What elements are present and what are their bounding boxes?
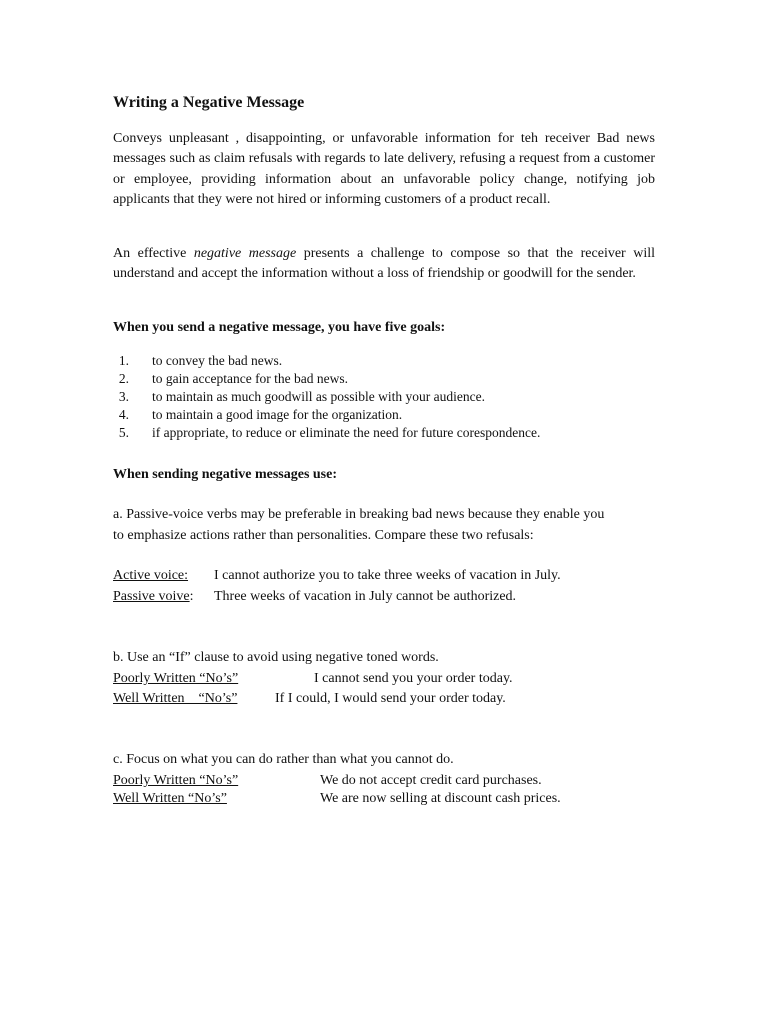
goal-text: to maintain a good image for the organization. — [152, 407, 403, 422]
uses-heading: When sending negative messages use: — [113, 467, 338, 482]
section-a-line-2: to emphasize actions rather than personalities. Compare these two refusals: — [113, 528, 534, 543]
well-written-label: Well Written “No’s” — [113, 691, 238, 706]
goal-item — [113, 388, 540, 406]
poorly-written-example: We do not accept credit card purchases. — [320, 773, 542, 788]
goal-number: 2. — [118, 371, 129, 386]
page-title: Writing a Negative Message — [113, 94, 305, 111]
section-b-poor-row — [113, 671, 513, 687]
well-written-example: We are now selling at discount cash prices. — [320, 791, 561, 806]
section-b-intro: b. Use an “If” clause to avoid using negative toned words. — [113, 650, 439, 665]
poorly-written-label: Poorly Written “No’s” — [113, 671, 239, 686]
goal-text: to convey the bad news. — [152, 353, 283, 368]
passive-voice-label: Passive voive — [113, 589, 190, 604]
goal-text: to gain acceptance for the bad news. — [152, 371, 349, 386]
section-c-intro: c. Focus on what you can do rather than what you cannot do. — [113, 752, 454, 767]
well-written-example: If I could, I would send your order today. — [275, 691, 506, 706]
poorly-written-example: I cannot send you your order today. — [314, 671, 513, 686]
section-c-well-row — [113, 791, 561, 807]
goals-heading: When you send a negative message, you have five goals: — [113, 320, 446, 335]
goals-list — [113, 352, 540, 442]
passive-voice-colon: : — [189, 589, 194, 604]
goal-item — [113, 352, 540, 370]
active-voice-row — [113, 568, 561, 584]
passive-voice-row — [113, 589, 517, 605]
goal-number: 1. — [118, 353, 129, 368]
passive-voice-example: Three weeks of vacation in July cannot be authorized. — [214, 589, 517, 604]
goal-number: 3. — [118, 389, 129, 404]
effective-emphasis: negative message — [193, 246, 297, 261]
section-b-well-row — [113, 691, 506, 707]
goal-item — [113, 370, 540, 388]
goal-text: if appropriate, to reduce or eliminate the need for future corespondence. — [152, 425, 541, 440]
effective-text-before: An effective — [113, 246, 194, 261]
goal-text: to maintain as much goodwill as possible with your audience. — [152, 389, 485, 404]
section-a-line-1: a. Passive-voice verbs may be preferable in breaking bad news because they enable you — [113, 507, 605, 522]
intro-paragraph: Conveys unpleasant , disappointing, or unfavorable information for teh receiver Bad news messages such as claim refusals with regards to late delivery, refusing a request from a customer or employee, providing information about an unfavorable policy change, notifying job applicants that they were not hired or informing customers of a product recall. — [113, 131, 655, 207]
active-voice-label: Active voice: — [113, 568, 189, 583]
goal-item — [113, 424, 540, 442]
effective-text-after: presents a challenge to compose so that the receiver will understand and accept the information without a loss of friendship or goodwill for the sender. — [113, 246, 655, 282]
poorly-written-label: Poorly Written “No’s” — [113, 773, 239, 788]
goal-number: 5. — [118, 425, 129, 440]
goal-item — [113, 406, 540, 424]
well-written-label: Well Written “No’s” — [113, 791, 227, 806]
section-c-poor-row — [113, 773, 542, 789]
active-voice-example: I cannot authorize you to take three weeks of vacation in July. — [214, 568, 561, 583]
effective-paragraph — [113, 244, 655, 285]
goal-number: 4. — [118, 407, 129, 422]
